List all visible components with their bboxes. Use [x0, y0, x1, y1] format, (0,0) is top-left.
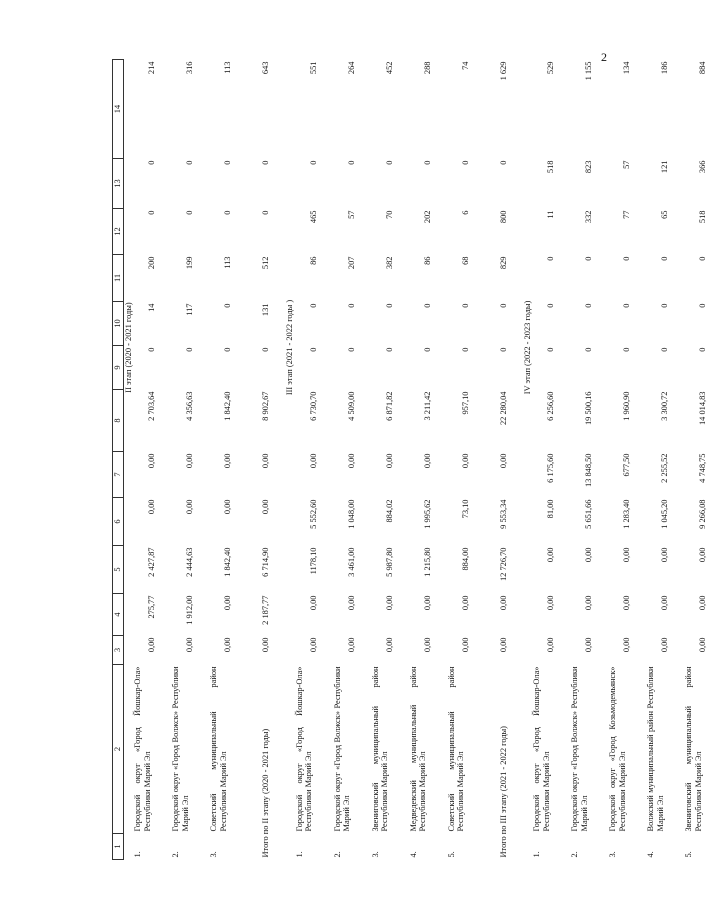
- value-cell: 0: [498, 160, 508, 165]
- value-cell: 214: [147, 61, 157, 75]
- value-cell: 13 848,50: [584, 453, 594, 487]
- value-cell: 5 987,80: [384, 547, 394, 577]
- value-cell: 0: [223, 160, 233, 165]
- value-cell: 0,00: [584, 547, 594, 563]
- value-cell: 0,00: [698, 637, 708, 653]
- column-header: 9: [113, 346, 124, 390]
- value-cell: 3 461,00: [346, 547, 356, 577]
- value-cell: 14 014,83: [698, 391, 708, 425]
- value-cell: 19 500,16: [584, 391, 594, 425]
- total-row: [247, 60, 285, 860]
- value-cell: 884,02: [384, 499, 394, 523]
- value-cell: 518: [698, 210, 708, 224]
- value-cell: 529: [546, 61, 556, 75]
- value-cell: 0,00: [147, 637, 157, 653]
- value-cell: 0: [346, 160, 356, 165]
- value-cell: 1 048,00: [346, 499, 356, 529]
- value-cell: 1 995,62: [422, 499, 432, 529]
- value-cell: 0: [384, 303, 394, 308]
- column-header: 4: [113, 594, 124, 636]
- value-cell: 275,77: [147, 595, 157, 619]
- value-cell: 131: [261, 303, 271, 317]
- value-cell: 0,00: [308, 595, 318, 611]
- value-cell: 518: [546, 160, 556, 174]
- value-cell: 1 215,80: [422, 547, 432, 577]
- value-cell: 0: [498, 347, 508, 352]
- value-cell: 65: [660, 210, 670, 219]
- column-header: 8: [113, 390, 124, 452]
- value-cell: 0,00: [185, 453, 195, 469]
- column-header: 13: [113, 159, 124, 209]
- column-header: 14: [113, 60, 124, 159]
- total-label: Итого по II этапу (2020 - 2021 годы): [261, 728, 271, 858]
- column-header: 7: [113, 452, 124, 498]
- value-cell: 332: [584, 210, 594, 224]
- value-cell: 6 175,60: [546, 453, 556, 483]
- value-cell: 643: [261, 61, 271, 75]
- row-number: 1.: [133, 851, 142, 858]
- value-cell: 6 714,90: [261, 547, 271, 577]
- municipality-name: Волжский муниципальный район Республики Марий Эл: [646, 666, 665, 832]
- table-row: [209, 60, 247, 860]
- value-cell: 0,00: [584, 595, 594, 611]
- value-cell: 0,00: [460, 453, 470, 469]
- value-cell: 1178,10: [308, 547, 318, 575]
- value-cell: 4 748,75: [698, 453, 708, 483]
- row-number: 3.: [370, 851, 380, 858]
- value-cell: 0: [546, 303, 556, 308]
- value-cell: 1 842,40: [223, 547, 233, 577]
- table-row: [171, 60, 209, 860]
- table-row: [608, 60, 646, 860]
- value-cell: 134: [622, 61, 632, 75]
- value-cell: 73,10: [460, 499, 470, 519]
- value-cell: 0,00: [546, 547, 556, 563]
- value-cell: 1 912,00: [185, 595, 195, 625]
- value-cell: 0: [185, 210, 195, 215]
- row-number: 4.: [646, 851, 655, 858]
- table-row: [333, 60, 371, 860]
- row-number: 5.: [446, 851, 456, 858]
- column-header: 12: [113, 209, 124, 255]
- column-header: 5: [113, 546, 124, 594]
- value-cell: 113: [223, 256, 233, 269]
- table-row: [646, 60, 684, 860]
- value-cell: 823: [584, 160, 594, 174]
- value-cell: 11: [546, 210, 556, 219]
- value-cell: 884,00: [460, 547, 470, 571]
- value-cell: 0,00: [460, 595, 470, 611]
- value-cell: 113: [223, 61, 233, 74]
- value-cell: 0,00: [384, 637, 394, 653]
- value-cell: 8 902,67: [261, 391, 271, 421]
- column-header: 2: [113, 665, 124, 834]
- value-cell: 382: [384, 256, 394, 270]
- value-cell: 0: [460, 303, 470, 308]
- page-number: 2: [601, 50, 607, 64]
- value-cell: 186: [660, 61, 670, 75]
- municipality-name: Звениговский муниципальный район Республики Марий Эл: [684, 666, 703, 832]
- table-row: [532, 60, 570, 860]
- value-cell: 0,00: [346, 637, 356, 653]
- value-cell: 6 730,70: [308, 391, 318, 421]
- value-cell: 0: [546, 347, 556, 352]
- value-cell: 0: [584, 256, 594, 261]
- value-cell: 0: [622, 347, 632, 352]
- value-cell: 0: [660, 303, 670, 308]
- municipality-name: Городской округ «Город Волжск» Республики Марий Эл: [570, 666, 589, 832]
- value-cell: 0: [584, 303, 594, 308]
- value-cell: 1 960,90: [622, 391, 632, 421]
- value-cell: 0,00: [223, 499, 233, 515]
- value-cell: 0: [261, 160, 271, 165]
- column-header: 3: [113, 636, 124, 665]
- value-cell: 0: [346, 347, 356, 352]
- resettlement-table: [112, 59, 722, 860]
- municipality-name: Медведевский муниципальный район Республики Марий Эл: [408, 666, 427, 832]
- value-cell: 9 266,08: [698, 499, 708, 529]
- value-cell: 0,00: [460, 637, 470, 653]
- value-cell: 0: [660, 347, 670, 352]
- value-cell: 0,00: [261, 499, 271, 515]
- value-cell: 4 509,00: [346, 391, 356, 421]
- value-cell: 6 256,60: [546, 391, 556, 421]
- value-cell: 1 842,40: [223, 391, 233, 421]
- value-cell: 957,10: [460, 391, 470, 415]
- value-cell: 0: [460, 160, 470, 165]
- value-cell: 0: [622, 256, 632, 261]
- value-cell: 0,00: [346, 453, 356, 469]
- value-cell: 0: [308, 303, 318, 308]
- value-cell: 207: [346, 256, 356, 270]
- value-cell: 0: [223, 303, 233, 308]
- column-header: 1: [113, 834, 124, 860]
- value-cell: 0: [308, 347, 318, 352]
- value-cell: 0,00: [660, 637, 670, 653]
- value-cell: 0,00: [384, 453, 394, 469]
- value-cell: 86: [422, 256, 432, 265]
- municipality-name: Городской округ «Город Йошкар-Ола» Республики Марий Эл: [294, 666, 313, 832]
- value-cell: 0,00: [147, 499, 157, 515]
- value-cell: 3 211,42: [422, 391, 432, 421]
- value-cell: 0,00: [223, 453, 233, 469]
- value-cell: 0,00: [422, 453, 432, 469]
- municipality-name: Городской округ «Город Волжск» Республики Марий Эл: [332, 666, 351, 832]
- value-cell: 74: [460, 61, 470, 70]
- value-cell: 0,00: [498, 595, 508, 611]
- value-cell: 6 871,82: [384, 391, 394, 421]
- municipality-name: Советский муниципальный район Республики Марий Эл: [446, 666, 465, 832]
- municipality-name: Городской округ «Город Йошкар-Ола» Республики Марий Эл: [532, 666, 551, 832]
- value-cell: 0: [460, 347, 470, 352]
- value-cell: 200: [147, 256, 157, 270]
- value-cell: 0,00: [698, 547, 708, 563]
- value-cell: 121: [660, 160, 670, 174]
- row-number: 1.: [532, 851, 541, 858]
- value-cell: 0,00: [660, 595, 670, 611]
- total-row: [485, 60, 523, 860]
- row-number: 2.: [332, 851, 342, 858]
- value-cell: 0: [346, 303, 356, 308]
- value-cell: 0,00: [346, 595, 356, 611]
- table-row: [447, 60, 485, 860]
- value-cell: 0: [223, 210, 233, 215]
- value-cell: 0: [422, 160, 432, 165]
- value-cell: 0,00: [622, 637, 632, 653]
- value-cell: 0,00: [622, 547, 632, 563]
- row-number: 1.: [294, 851, 304, 858]
- value-cell: 0: [498, 303, 508, 308]
- value-cell: 0,00: [147, 453, 157, 469]
- value-cell: 68: [460, 256, 470, 265]
- value-cell: 0,00: [261, 637, 271, 653]
- value-cell: 1 155: [584, 61, 594, 81]
- value-cell: 12 726,70: [498, 547, 508, 581]
- value-cell: 0,00: [622, 595, 632, 611]
- value-cell: 0,00: [185, 499, 195, 515]
- value-cell: 0: [147, 210, 157, 215]
- table-row: [295, 60, 333, 860]
- value-cell: 0,00: [384, 595, 394, 611]
- value-cell: 288: [422, 61, 432, 75]
- value-cell: 0: [261, 347, 271, 352]
- row-number: 3.: [608, 851, 617, 858]
- value-cell: 1 283,40: [622, 499, 632, 529]
- stage-header-row: [523, 60, 533, 860]
- stage-title: IV этап (2022 - 2023 годы): [522, 300, 532, 395]
- value-cell: 57: [622, 160, 632, 169]
- table-body: [123, 60, 722, 860]
- column-header: 11: [113, 255, 124, 302]
- value-cell: 264: [346, 61, 356, 75]
- value-cell: 366: [698, 160, 708, 174]
- table-row: [133, 60, 171, 860]
- row-number: 2.: [171, 851, 180, 858]
- value-cell: 0: [384, 347, 394, 352]
- value-cell: 2 187,77: [261, 595, 271, 625]
- table-row: [371, 60, 409, 860]
- stage-title: III этап (2021 - 2022 годы ): [285, 299, 294, 396]
- value-cell: 0,00: [308, 453, 318, 469]
- row-number: 2.: [570, 851, 579, 858]
- value-cell: 0,00: [498, 453, 508, 469]
- column-header: 10: [113, 302, 124, 346]
- value-cell: 3 300,72: [660, 391, 670, 421]
- value-cell: 0: [622, 303, 632, 308]
- value-cell: 677,50: [622, 453, 632, 477]
- value-cell: 199: [185, 256, 195, 270]
- value-cell: 0,00: [422, 637, 432, 653]
- value-cell: 2 703,64: [147, 391, 157, 421]
- value-cell: 81,00: [546, 499, 556, 519]
- value-cell: 0: [546, 256, 556, 261]
- value-cell: 0: [261, 210, 271, 215]
- value-cell: 0,00: [308, 637, 318, 653]
- value-cell: 0: [660, 256, 670, 261]
- stage-header-row: [285, 60, 295, 860]
- value-cell: 0,00: [223, 595, 233, 611]
- value-cell: 1 045,20: [660, 499, 670, 529]
- municipality-name: Звениговский муниципальный район Республики Марий Эл: [370, 666, 389, 832]
- value-cell: 0,00: [546, 637, 556, 653]
- value-cell: 0,00: [698, 595, 708, 611]
- value-cell: 2 444,63: [185, 547, 195, 577]
- column-header: 6: [113, 498, 124, 546]
- value-cell: 86: [308, 256, 318, 265]
- value-cell: 512: [261, 256, 271, 270]
- column-number-header-row: [113, 60, 124, 860]
- row-number: 3.: [209, 851, 218, 858]
- value-cell: 0: [223, 347, 233, 352]
- value-cell: 0: [384, 160, 394, 165]
- value-cell: 0,00: [584, 637, 594, 653]
- value-cell: 0,00: [660, 547, 670, 563]
- value-cell: 0: [698, 256, 708, 261]
- value-cell: 0: [185, 160, 195, 165]
- value-cell: 316: [185, 61, 195, 75]
- value-cell: 452: [384, 61, 394, 75]
- municipality-name: Городской округ «Город Йошкар-Ола» Республики Марий Эл: [133, 666, 152, 832]
- rotated-table-container: [112, 60, 708, 860]
- municipality-name: Советский муниципальный район Республики Марий Эл: [209, 666, 228, 832]
- row-number: 4.: [408, 851, 418, 858]
- value-cell: 0,00: [223, 637, 233, 653]
- value-cell: 5 651,66: [584, 499, 594, 529]
- value-cell: 0: [147, 347, 157, 352]
- value-cell: 0,00: [546, 595, 556, 611]
- value-cell: 2 427,87: [147, 547, 157, 577]
- value-cell: 5 552,60: [308, 499, 318, 529]
- value-cell: 117: [185, 303, 195, 316]
- value-cell: 202: [422, 210, 432, 224]
- value-cell: 884: [698, 61, 708, 75]
- value-cell: 4 356,63: [185, 391, 195, 421]
- value-cell: 57: [346, 210, 356, 219]
- table-row: [684, 60, 722, 860]
- value-cell: 829: [498, 256, 508, 270]
- value-cell: 0: [698, 347, 708, 352]
- total-label: Итого по III этапу (2021 - 2022 годы): [498, 726, 508, 858]
- value-cell: 1 629: [498, 61, 508, 81]
- table-row: [409, 60, 447, 860]
- value-cell: 0: [185, 347, 195, 352]
- value-cell: 0: [422, 303, 432, 308]
- value-cell: 465: [308, 210, 318, 224]
- value-cell: 0,00: [422, 595, 432, 611]
- value-cell: 77: [622, 210, 632, 219]
- value-cell: 70: [384, 210, 394, 219]
- row-number: 5.: [684, 851, 693, 858]
- value-cell: 6: [460, 210, 470, 215]
- value-cell: 9 553,34: [498, 499, 508, 529]
- stage-header-row: [123, 60, 133, 860]
- value-cell: 0: [422, 347, 432, 352]
- table-row: [570, 60, 608, 860]
- value-cell: 800: [498, 210, 508, 224]
- municipality-name: Городской округ «Город Волжск» Республики Марий Эл: [171, 666, 190, 832]
- value-cell: 2 255,52: [660, 453, 670, 483]
- stage-title: II этап (2020 - 2021 годы): [123, 302, 133, 393]
- value-cell: 0,00: [185, 637, 195, 653]
- value-cell: 0,00: [261, 453, 271, 469]
- value-cell: 14: [147, 303, 157, 312]
- value-cell: 0: [698, 303, 708, 308]
- value-cell: 22 280,04: [498, 391, 508, 425]
- value-cell: 0,00: [498, 637, 508, 653]
- value-cell: 0: [308, 160, 318, 165]
- value-cell: 551: [308, 61, 318, 75]
- municipality-name: Городской округ «Город Козьмодемьянск» Республики Марий Эл: [608, 666, 627, 832]
- value-cell: 0: [147, 160, 157, 165]
- value-cell: 0: [584, 347, 594, 352]
